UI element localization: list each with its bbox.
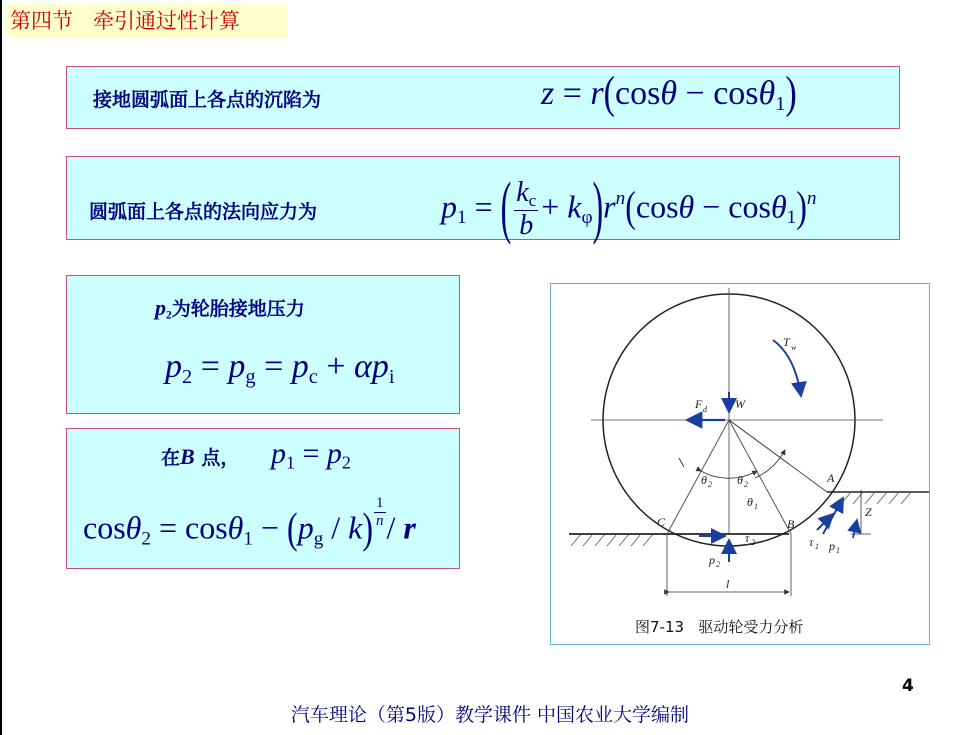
wheel-force-figure <box>550 283 930 645</box>
p1-diagram-label: p <box>829 539 835 553</box>
section-title: 第四节 牵引通过性计算 <box>6 4 288 38</box>
figure-caption: 图7-13 驱动轮受力分析 <box>635 618 804 636</box>
theta1-sub: 1 <box>754 502 758 511</box>
p1-diagram-sub: 1 <box>836 546 840 555</box>
normal-stress-label: 圆弧面上各点的法向应力为 <box>89 201 318 223</box>
left-border-line <box>0 0 2 735</box>
page-number: 4 <box>902 676 914 696</box>
l-label: l <box>726 577 730 591</box>
z-arrow <box>853 520 857 538</box>
p2-diagram-sub: 2 <box>716 560 720 569</box>
z-label: Z <box>865 505 872 519</box>
theta1-label: θ <box>747 495 753 509</box>
ground-hatch-left <box>571 534 653 546</box>
tau1-label: τ <box>809 535 814 549</box>
w-label: W <box>735 397 745 411</box>
theta2-left-sub: 2 <box>708 480 712 489</box>
tau2-label: τ <box>745 531 750 545</box>
point-b-condition-box <box>66 428 460 569</box>
tau2-sub: 2 <box>751 538 755 547</box>
fd-label: F <box>695 397 703 411</box>
theta2-right-label: θ <box>737 473 743 487</box>
p1-arrow <box>823 498 843 534</box>
p2-diagram-label: p <box>709 553 715 567</box>
tw-sub: w <box>791 343 797 352</box>
point-c-label: C <box>657 515 666 529</box>
radius-to-c <box>667 420 729 534</box>
theta2-right-sub: 2 <box>744 480 748 489</box>
sinkage-equation: z = r(cosθ − cosθ$_1$) <box>541 68 797 119</box>
theta2-equation: $\cos\theta_2 = \cos\theta_1 - (p_g / k)$ $\frac{1}{n}$ / r <box>83 495 416 552</box>
fd-sub: d <box>703 405 707 414</box>
tau1-sub: 1 <box>815 542 819 551</box>
theta2-left-label: θ <box>701 473 707 487</box>
theta1-arc <box>755 450 785 478</box>
ground-hatch-right <box>841 492 911 504</box>
point-b-diagram-label: B <box>787 517 795 531</box>
wheel-ground-pressure-box <box>66 275 460 414</box>
normal-stress-formula-box <box>66 156 900 247</box>
sinkage-formula-box <box>66 66 900 129</box>
point-b-equality: $p_1 = p_2$ <box>271 437 351 473</box>
pressure-label: $p_2$为轮胎接地压力 <box>155 295 305 322</box>
point-a-label: A <box>827 471 835 485</box>
point-b-label: 在B 点， <box>161 444 240 469</box>
tw-label: T <box>783 335 790 349</box>
tick-mark <box>679 458 684 467</box>
sinkage-label: 接地圆弧面上各点的沉陷为 <box>93 89 322 111</box>
footer-text: 汽车理论（第5版）教学课件 中国农业大学编制 <box>290 704 690 726</box>
wheel-force-diagram <box>551 284 929 644</box>
pressure-equation: $p_2 = p_g = p_c + \alpha p_i$ <box>165 348 395 389</box>
normal-stress-equation: $p_1$ = ( $\frac{k_c}{b}$ + $k_\varphi)r^n(\cos\theta - \cos\theta_1)^n$ <box>441 166 817 247</box>
